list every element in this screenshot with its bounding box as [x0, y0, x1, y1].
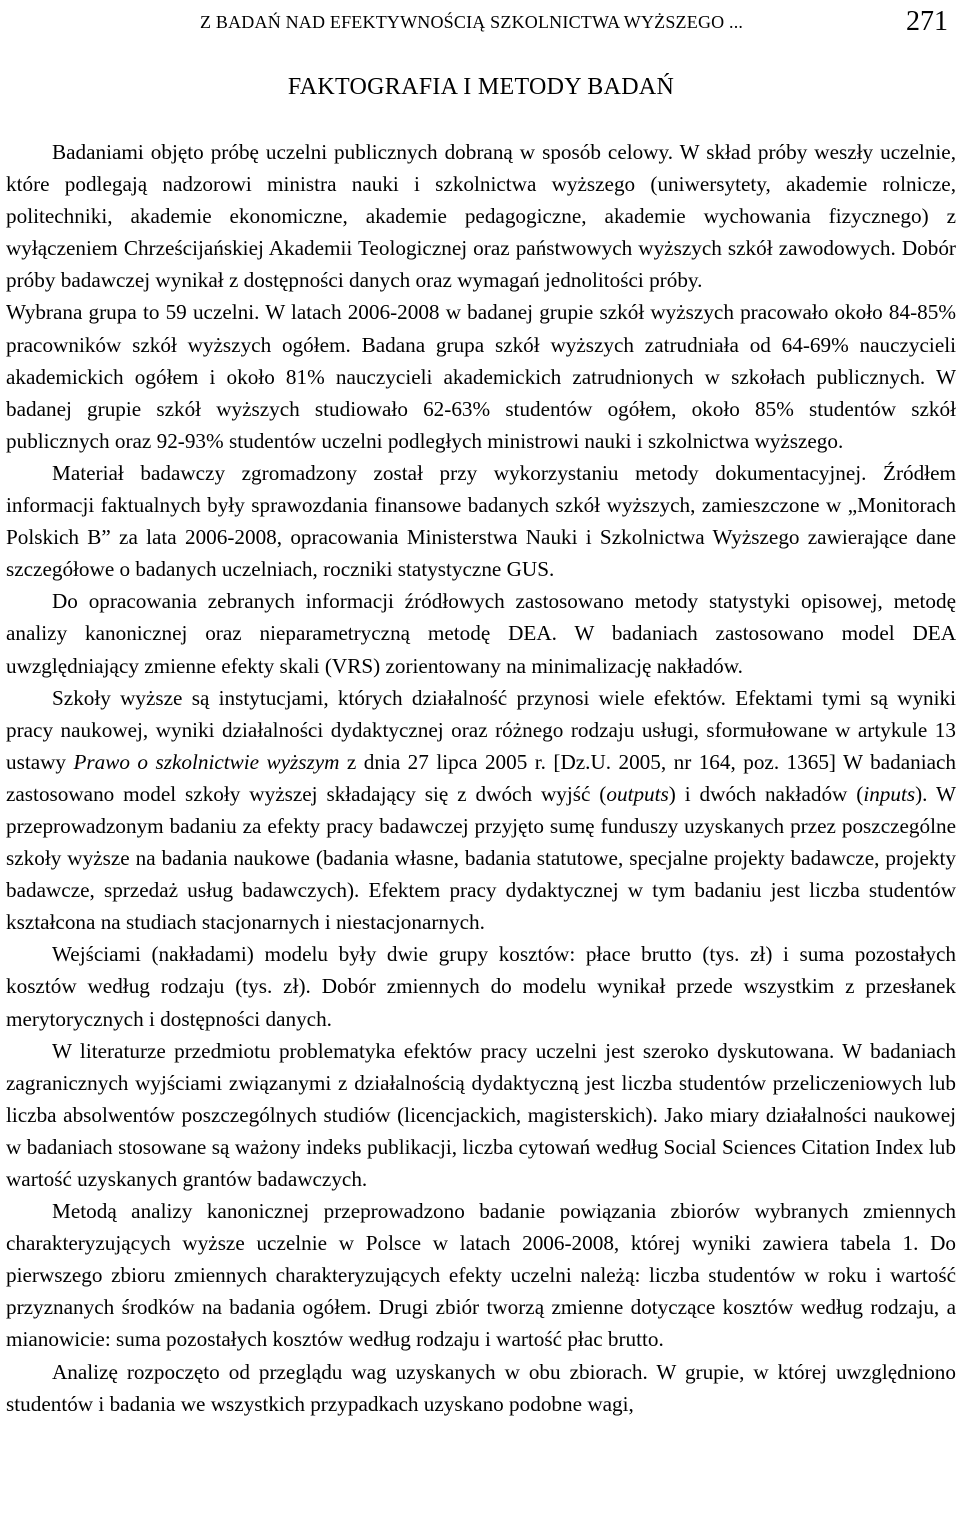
- paragraph-sample: Badaniami objęto próbę uczelni publicznych dobraną w sposób celowy. W skład próby weszły uczelnie, które podlegają nadzorowi ministra nauki i szkolnictwa wyższego (uniwersytety, akademie rolnicze, politechniki, akademie ekonomiczne, akademie pedagogiczne, akademie wychowania fizycznego) z wyłączeniem Chrześcijańskiej Akademii Teologicznej oraz państwowych wyższych szkół zawodowych. Dobór próby badawczej wynikał z dostępności danych oraz wymagań jednolitości próby.: [6, 140, 956, 293]
- model-text-d: ). W przeprowadzonym badaniu za efekty pracy badawczej przyjęto sumę funduszy uzyskanych przez poszczególne szkoły wyższe na badania naukowe (badania własne, badania statutowe, specjalne projekty badawcze, projekty badawcze, sprzedaż usług badawczych). Efektem pracy dydaktycznej w tym badaniu jest liczba studentów kształcona na studiach stacjonarnych i niestacjonarnych.: [6, 781, 957, 935]
- paragraph-materials: Materiał badawczy zgromadzony został przy wykorzystaniu metody dokumentacyjnej. Źródłem informacji faktualnych były sprawozdania finansowe badanych szkół wyższych, zamieszczone w „Monitorach Polskich B” za lata 2006-2008, opracowania Ministerstwa Nauki i Szkolnictwa Wyższego zawierające dane szczegółowe o badanych uczelniach, roczniki statystyczne GUS.: [6, 460, 956, 582]
- paragraph-methods: Do opracowania zebranych informacji źródłowych zastosowano metody statystyki opisowej, metodę analizy kanonicznej oraz nieparametryczną metodę DEA. W badaniach zastosowano model DEA uwzględniający zmienne efekty skali (VRS) zorientowany na minimalizację nakładów.: [6, 589, 956, 678]
- running-header: [200, 4, 948, 40]
- paragraph-inputs: Wejściami (nakładami) modelu były dwie grupy kosztów: płace brutto (tys. zł) i suma pozostałych kosztów według rodzaju (tys. zł). Dobór zmiennych do modelu wynikał przede wszystkim z przesłanek merytorycznych i dostępności danych.: [6, 942, 956, 1031]
- paragraph-model: [6, 682, 956, 939]
- outputs-term: outputs: [606, 781, 669, 806]
- model-text-a: Szkoły wyższe są instytucjami, których działalność przynosi wiele efektów. Efektami tymi są wyniki pracy naukowej, wyniki działalności dydaktycznej oraz różnego rodzaju usługi, sformułowane w artykule 13 ustawy: [6, 685, 956, 774]
- paragraph-weights: Analizę rozpoczęto od przeglądu wag uzyskanych w obu zbiorach. W grupie, w której uwzględniono studentów i badania we wszystkich przypadkach uzyskano podobne wagi,: [6, 1359, 956, 1416]
- running-title: Z BADAŃ NAD EFEKTYWNOŚCIĄ SZKOLNICTWA WYŻSZEGO ...: [200, 11, 744, 32]
- body-text: [6, 136, 956, 1420]
- inputs-term: inputs: [863, 781, 916, 806]
- model-text-c: ) i dwóch nakładów (: [668, 781, 864, 806]
- paragraph-canonical: Metodą analizy kanonicznej przeprowadzono badanie powiązania zbiorów wybranych zmiennych charakteryzujących wyższe uczelnie w Polsce w latach 2006-2008, której wyniki zawiera tabela 1. Do pierwszego zbioru zmiennych charakteryzujących efekty uczelni należą: liczba studentów w roku i wartość przyznanych środków na badania ogółem. Drugi zbiór tworzą zmienne dotyczące kosztów według rodzaju, a mianowicie: suma pozostałych kosztów według rodzaju i wartość płac brutto.: [6, 1199, 956, 1352]
- law-title: Prawo o szkolnictwie wyższym: [73, 749, 340, 774]
- paragraph-sample-size: Wybrana grupa to 59 uczelni. W latach 2006-2008 w badanej grupie szkół wyższych pracowało około 84-85% pracowników szkół wyższych ogółem. Badana grupa szkół wyższych zatrudniała od 64-69% nauczycieli akademickich ogółem i około 81% nauczycieli akademickich zatrudnionych w szkołach publicznych. W badanej grupie szkół wyższych studiowało 62-63% studentów ogółem, około 85% studentów szkół publicznych oraz 92-93% studentów uczelni podległych ministrowi nauki i szkolnictwa wyższego.: [6, 300, 956, 453]
- section-title: FAKTOGRAFIA I METODY BADAŃ: [287, 74, 675, 100]
- document-page: [6, 0, 956, 1528]
- page-number: 271: [906, 6, 948, 37]
- paragraph-literature: W literaturze przedmiotu problematyka efektów pracy uczelni jest szeroko dyskutowana. W badaniach zagranicznych wyjściami związanymi z działalnością dydaktyczną jest liczba studentów przeliczeniowych lub liczba absolwentów poszczególnych studiów (licencjackich, magisterskich). Jako miary działalności naukowej w badaniach stosowane są ważony indeks publikacji, liczba cytowań według Social Sciences Citation Index lub wartość uzyskanych grantów badawczych.: [6, 1038, 956, 1191]
- model-text-b: z dnia 27 lipca 2005 r. [Dz.U. 2005, nr 164, poz. 1365] W badaniach zastosowano model szkoły wyższej składający się z dwóch wyjść (: [6, 749, 956, 806]
